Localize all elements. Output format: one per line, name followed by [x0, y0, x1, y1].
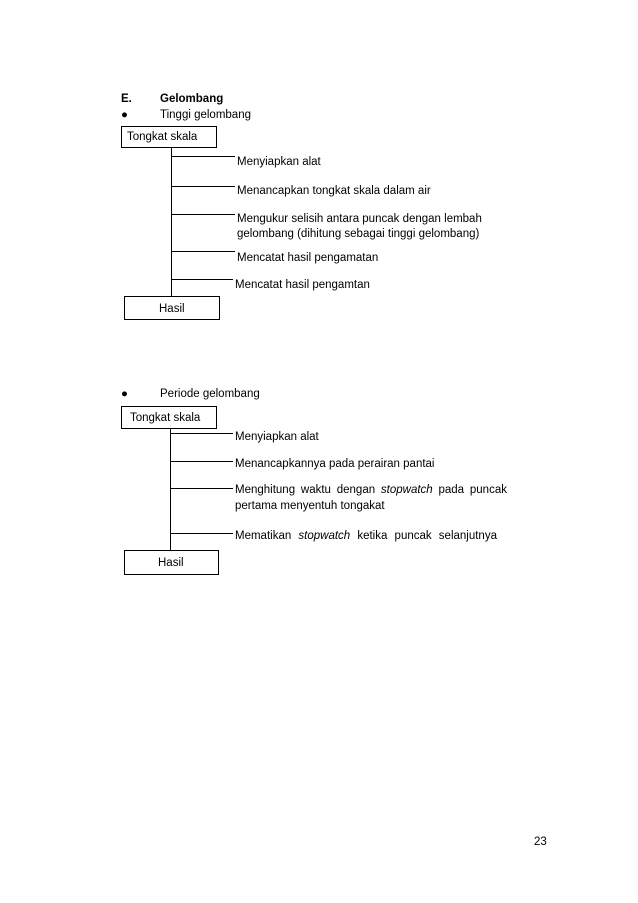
height-trunk-line — [171, 148, 172, 296]
period-step-3-word-6: puncak — [469, 484, 507, 496]
height-branch-5 — [171, 279, 233, 280]
height-start-label: Tongkat skala — [127, 131, 198, 143]
period-step-4-word-1: Mematikan — [235, 530, 292, 542]
period-heading: Periode gelombang — [160, 388, 260, 400]
period-step-3-word-5: pada — [438, 484, 465, 496]
section-title: Gelombang — [160, 93, 224, 105]
period-step-2: Menancapkannya pada perairan pantai — [235, 458, 435, 470]
height-step-1: Menyiapkan alat — [237, 156, 321, 168]
period-branch-2 — [170, 461, 233, 462]
period-end-box — [124, 550, 219, 575]
height-branch-3 — [171, 214, 235, 215]
period-step-4-word-3: ketika — [357, 530, 388, 542]
period-step-4-em: stopwatch — [298, 530, 351, 542]
period-branch-3 — [170, 488, 233, 489]
period-step-3-word-3: dengan — [336, 484, 376, 496]
bullet: ● — [121, 109, 128, 121]
height-end-box — [124, 296, 220, 320]
period-end-label: Hasil — [158, 557, 184, 569]
period-step-1: Menyiapkan alat — [235, 431, 319, 443]
height-step-3b: gelombang (dihitung sebagai tinggi gelombang) — [237, 228, 480, 240]
period-step-4-word-5: selanjutnya — [438, 530, 497, 542]
period-trunk-line — [170, 429, 171, 550]
height-end-label: Hasil — [159, 303, 185, 315]
period-start-label: Tongkat skala — [130, 412, 201, 424]
height-heading: Tinggi gelombang — [160, 109, 251, 121]
period-step-3b: pertama menyentuh tongakat — [235, 500, 385, 512]
period-start-box — [121, 406, 217, 429]
height-step-2: Menancapkan tongkat skala dalam air — [237, 185, 431, 197]
period-step-4 — [235, 528, 497, 544]
period-branch-1 — [170, 433, 233, 434]
section-letter: E. — [121, 93, 132, 105]
height-start-box — [121, 126, 217, 148]
period-step-4-word-4: puncak — [394, 530, 432, 542]
height-branch-1 — [171, 156, 235, 157]
height-branch-2 — [171, 186, 235, 187]
period-step-3-em: stopwatch — [380, 484, 433, 496]
period-step-3a — [235, 482, 507, 498]
height-step-4: Mencatat hasil pengamatan — [237, 252, 379, 264]
height-branch-4 — [171, 251, 235, 252]
height-step-3a: Mengukur selisih antara puncak dengan lembah — [237, 213, 482, 225]
height-step-5: Mencatat hasil pengamtan — [235, 279, 370, 291]
period-step-3-word-1: Menghitung — [235, 484, 296, 496]
period-branch-4 — [170, 533, 233, 534]
bullet: ● — [121, 388, 128, 400]
page-number: 23 — [534, 836, 547, 848]
period-step-3-word-2: waktu — [300, 484, 331, 496]
